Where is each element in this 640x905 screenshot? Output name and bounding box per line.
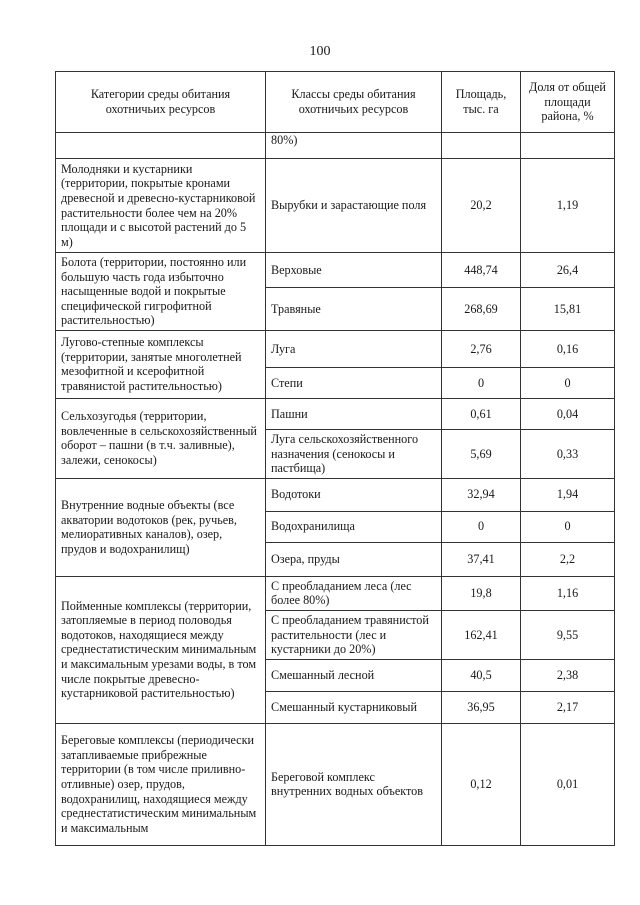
share-cell: 0,04 — [521, 398, 615, 429]
share-cell: 1,19 — [521, 159, 615, 253]
area-cell: 32,94 — [442, 478, 521, 511]
share-cell: 0 — [521, 511, 615, 542]
category-cell: Береговые комплексы (периодически затапливаемые прибрежные территории (в том числе приливно-отливные) озер, прудов, водохранилищ, находящиеся между среднестатистическим минимальным и максимальным — [56, 723, 266, 845]
share-cell: 1,16 — [521, 576, 615, 610]
table-row — [56, 253, 615, 288]
area-cell: 0,12 — [442, 723, 521, 845]
share-cell: 26,4 — [521, 253, 615, 288]
category-cell: Пойменные комплексы (территории, затопляемые в период половодья водотоков, находящиеся между среднестатистическим минимальным и максимальным урезами воды, в том числе покрытые древесно-кустарниковой растительностью) — [56, 576, 266, 723]
area-cell: 40,5 — [442, 659, 521, 691]
page-number: 100 — [309, 44, 331, 59]
class-cell: Луга — [266, 330, 442, 367]
header-class: Классы среды обитания охотничьих ресурсов — [266, 72, 442, 133]
share-cell: 0,01 — [521, 723, 615, 845]
continuation-row — [56, 133, 615, 159]
class-cell: Пашни — [266, 398, 442, 429]
area-cell: 19,8 — [442, 576, 521, 610]
share-cell: 2,38 — [521, 659, 615, 691]
area-cell: 20,2 — [442, 159, 521, 253]
area-cell: 5,69 — [442, 429, 521, 478]
area-cell: 2,76 — [442, 330, 521, 367]
area-cell: 36,95 — [442, 691, 521, 723]
share-cell: 9,55 — [521, 610, 615, 659]
share-cell: 2,17 — [521, 691, 615, 723]
category-cell: Болота (территории, постоянно или большую часть года избыточно насыщенные водой и покрытые специфической гигрофитной растительностью) — [56, 253, 266, 331]
share-cell: 0,33 — [521, 429, 615, 478]
continuation-text: 80%) — [266, 133, 442, 159]
category-cell: Лугово-степные комплексы (территории, занятые многолетней мезофитной и ксерофитной травянистой растительностью) — [56, 330, 266, 398]
category-cell: Сельхозугодья (территории, вовлеченные в сельскохозяйственный оборот – пашни (в т.ч. заливные), залежи, сенокосы) — [56, 398, 266, 478]
table-row — [56, 478, 615, 511]
share-cell: 15,81 — [521, 288, 615, 331]
share-cell: 1,94 — [521, 478, 615, 511]
category-cell: Молодняки и кустарники (территории, покрытые кронами древесной и древесно-кустарниковой растительности более чем на 20% площади и с высотой растений до 5 м) — [56, 159, 266, 253]
area-cell: 0 — [442, 511, 521, 542]
class-cell: Травяные — [266, 288, 442, 331]
share-cell: 2,2 — [521, 542, 615, 576]
class-cell: Озера, пруды — [266, 542, 442, 576]
class-cell: Смешанный лесной — [266, 659, 442, 691]
table-header-row — [56, 72, 615, 133]
area-cell: 0 — [442, 367, 521, 398]
area-cell: 162,41 — [442, 610, 521, 659]
table-row — [56, 159, 615, 253]
class-cell: Верховые — [266, 253, 442, 288]
class-cell: С преобладанием леса (лес более 80%) — [266, 576, 442, 610]
class-cell: Смешанный кустарниковый — [266, 691, 442, 723]
area-cell: 268,69 — [442, 288, 521, 331]
class-cell: Водотоки — [266, 478, 442, 511]
category-cell: Внутренние водные объекты (все акватории водотоков (рек, ручьев, мелиоративных каналов), озер, прудов и водохранилищ) — [56, 478, 266, 576]
area-cell: 37,41 — [442, 542, 521, 576]
share-cell: 0,16 — [521, 330, 615, 367]
area-cell: 448,74 — [442, 253, 521, 288]
table-row — [56, 723, 615, 845]
header-area: Площадь, тыс. га — [442, 72, 521, 133]
header-share: Доля от общей площади района, % — [521, 72, 615, 133]
table-row — [56, 330, 615, 367]
class-cell: Водохранилища — [266, 511, 442, 542]
class-cell: Вырубки и зарастающие поля — [266, 159, 442, 253]
share-cell: 0 — [521, 367, 615, 398]
table-row — [56, 398, 615, 429]
class-cell: Луга сельскохозяйственного назначения (сенокосы и пастбища) — [266, 429, 442, 478]
habitat-table — [55, 71, 615, 846]
header-category: Категории среды обитания охотничьих ресурсов — [56, 72, 266, 133]
class-cell: Степи — [266, 367, 442, 398]
class-cell: Береговой комплекс внутренних водных объектов — [266, 723, 442, 845]
class-cell: С преобладанием травянистой растительности (лес и кустарники до 20%) — [266, 610, 442, 659]
table-row — [56, 576, 615, 610]
area-cell: 0,61 — [442, 398, 521, 429]
